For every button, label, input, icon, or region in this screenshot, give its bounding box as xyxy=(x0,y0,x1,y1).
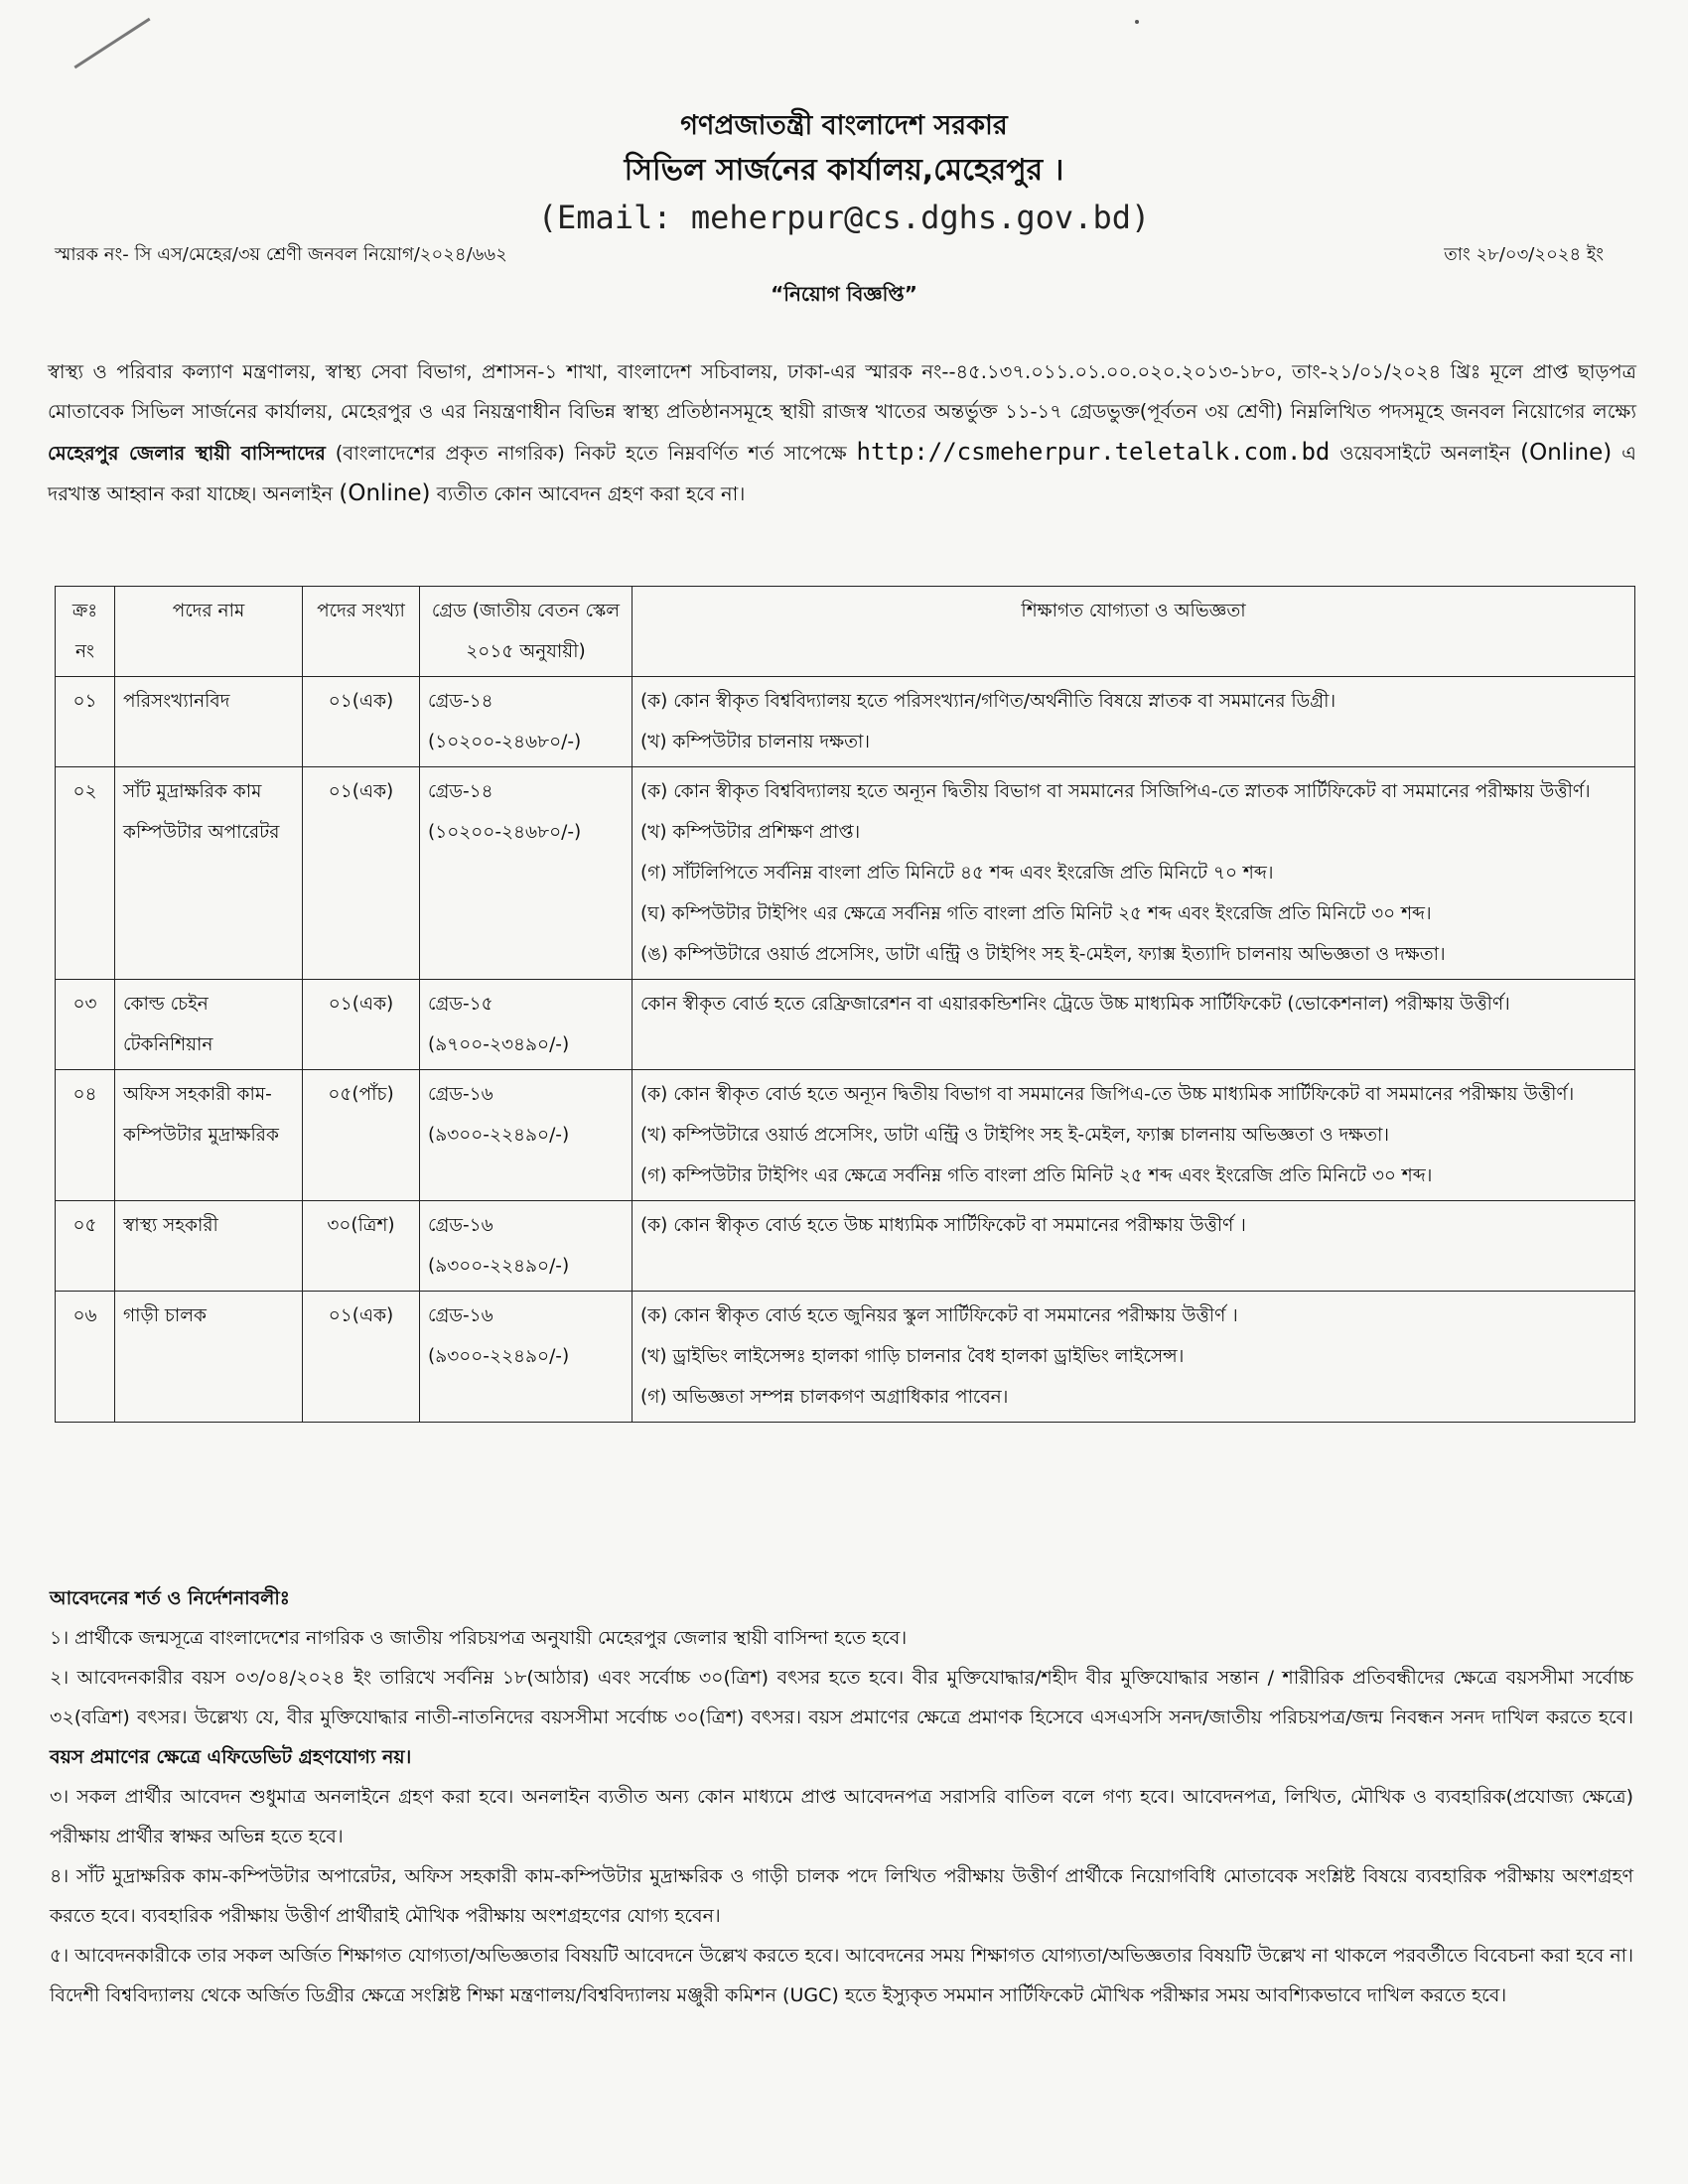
row-post-name: স্বাস্থ্য সহকারী xyxy=(115,1201,303,1292)
row-pay-scale: (৯৩০০-২২৪৯০/-) xyxy=(428,1125,570,1146)
row-post-count: ৩০(ত্রিশ) xyxy=(303,1201,420,1292)
application-website-link[interactable]: http://csmeherpur.teletalk.com.bd xyxy=(856,438,1331,466)
memo-number: স্মারক নং- সি এস/মেহের/৩য় শ্রেণী জনবল নিয়োগ/২০২৪/৬৬২ xyxy=(55,244,507,265)
qualification-line: (খ) কম্পিউটার প্রশিক্ষণ প্রাপ্ত। xyxy=(640,822,861,843)
row-post-name: সাঁট মুদ্রাক্ষরিক কাম কম্পিউটার অপারেটর xyxy=(115,767,303,980)
intro-text-1: স্বাস্থ্য ও পরিবার কল্যাণ মন্ত্রণালয়, স্বাস্থ্য সেবা বিভাগ, প্রশাসন-১ শাখা, বাংলাদেশ সচিবালয়, ঢাকা-এর স্মারক নং--৪৫.১৩৭.০১১.০১.০০.০২০.২০১৩-১৮০, তাং-২১/০১/২০২৪ খ্রিঃ মূলে প্রাপ্ত ছাড়পত্র মোতাবেক সিভিল সার্জনের কার্যালয়, মেহেরপুর ও এর নিয়ন্ত্রণাধীন বিভিন্ন স্বাস্থ্য প্রতিষ্ঠানসমূহে স্থায়ী রাজস্ব খাতের অন্তর্ভুক্ত ১১-১৭ গ্রেডভুক্ত(পূর্বতন ৩য় শ্রেণী) নিম্নলিখিত পদসমূহে জনবল নিয়োগের লক্ষ্যে xyxy=(48,360,1636,423)
row-post-count: ০১(এক) xyxy=(303,980,420,1070)
row-serial: ০১ xyxy=(56,677,115,767)
qualification-line: (ক) কোন স্বীকৃত বিশ্ববিদ্যালয় হতে অন্যূন দ্বিতীয় বিভাগ বা সমমানের সিজিপিএ-তে স্নাতক সার্টিফিকেট বা সমমানের পরীক্ষায় উত্তীর্ণ। xyxy=(640,781,1591,802)
header-serial: ক্রঃ নং xyxy=(56,587,115,677)
row-qualifications xyxy=(633,1292,1635,1423)
qualification-line: (ক) কোন স্বীকৃত বোর্ড হতে অন্যূন দ্বিতীয় বিভাগ বা সমমানের জিপিএ-তে উচ্চ মাধ্যমিক সার্টিফিকেট বা সমমানের পরীক্ষায় উত্তীর্ণ। xyxy=(640,1084,1575,1105)
intro-bold-text: মেহেরপুর জেলার স্থায়ী বাসিন্দাদের xyxy=(48,442,326,465)
row-pay-scale: (১০২০০-২৪৬৮০/-) xyxy=(428,732,582,752)
condition-item: ৫। আবেদনকারীকে তার সকল অর্জিত শিক্ষাগত যোগ্যতা/অভিজ্ঞতার বিষয়টি আবেদনে উল্লেখ করতে হবে। আবেদনের সময় শিক্ষাগত যোগ্যতা/অভিজ্ঞতার বিষয়টি উল্লেখ না থাকলে পরবর্তীতে বিবেচনা করা হবে না। বিদেশী বিশ্ববিদ্যালয় থেকে অর্জিত ডিগ্রীর ক্ষেত্রে সংশ্লিষ্ট শিক্ষা মন্ত্রণালয়/বিশ্ববিদ্যালয় মঞ্জুরী কমিশন (UGC) হতে ইস্যুকৃত সমমান সার্টিফিকেট মৌখিক পরীক্ষার সময় আবশ্যিকভাবে দাখিল করতে হবে। xyxy=(50,1945,1633,2006)
condition-item: ১। প্রার্থীকে জন্মসূত্রে বাংলাদেশের নাগরিক ও জাতীয় পরিচয়পত্র অনুযায়ী মেহেরপুর জেলার স্থায়ী বাসিন্দা হতে হবে। xyxy=(50,1627,908,1649)
row-post-count: ০১(এক) xyxy=(303,767,420,980)
row-post-count: ০১(এক) xyxy=(303,1292,420,1423)
header-post-name: পদের নাম xyxy=(115,587,303,677)
row-pay-scale: (৯৭০০-২৩৪৯০/-) xyxy=(428,1034,570,1055)
row-grade-cell xyxy=(420,1201,633,1292)
office-title: সিভিল সার্জনের কার্যালয়,মেহেরপুর । xyxy=(624,153,1064,188)
qualification-line: (খ) কম্পিউটার চালনায় দক্ষতা। xyxy=(640,732,870,752)
row-qualifications xyxy=(633,980,1635,1070)
condition-item: ৩। সকল প্রার্থীর আবেদন শুধুমাত্র অনলাইনে গ্রহণ করা হবে। অনলাইন ব্যতীত অন্য কোন মাধ্যমে প্রাপ্ত আবেদনপত্র সরাসরি বাতিল বলে গণ্য হবে। আবেদনপত্র, লিখিত, মৌখিক ও ব্যবহারিক(প্রযোজ্য ক্ষেত্রে) পরীক্ষায় প্রার্থীর স্বাক্ষর অভিন্ন হতে হবে। xyxy=(50,1786,1633,1847)
row-grade: গ্রেড-১৬ xyxy=(428,1215,493,1236)
conditions-title: আবেদনের শর্ত ও নির্দেশনাবলীঃ xyxy=(50,1587,290,1609)
office-email: (Email: meherpur@cs.dghs.gov.bd) xyxy=(537,199,1151,236)
letterhead xyxy=(0,104,1688,241)
row-grade-cell xyxy=(420,980,633,1070)
row-grade: গ্রেড-১৪ xyxy=(428,781,493,802)
qualification-line: (ঘ) কম্পিউটার টাইপিং এর ক্ষেত্রে সর্বনিম্ন গতি বাংলা প্রতি মিনিট ২৫ শব্দ এবং ইংরেজি প্রতি মিনিটে ৩০ শব্দ। xyxy=(640,903,1432,924)
online-word-2: (Online) xyxy=(339,480,431,506)
application-conditions xyxy=(50,1578,1633,2015)
table-row xyxy=(56,980,1635,1070)
qualification-line: (গ) অভিজ্ঞতা সম্পন্ন চালকগণ অগ্রাধিকার পাবেন। xyxy=(640,1387,1009,1408)
condition-bold-text: বয়স প্রমাণের ক্ষেত্রে এফিডেভিট গ্রহণযোগ্য নয়। xyxy=(50,1746,412,1768)
qualification-line: (ক) কোন স্বীকৃত বোর্ড হতে জুনিয়র স্কুল সার্টিফিকেট বা সমমানের পরীক্ষায় উত্তীর্ণ । xyxy=(640,1305,1238,1326)
row-qualifications xyxy=(633,767,1635,980)
row-grade: গ্রেড-১৪ xyxy=(428,691,493,712)
row-pay-scale: (৯৩০০-২২৪৯০/-) xyxy=(428,1346,570,1367)
row-post-count: ০৫(পাঁচ) xyxy=(303,1070,420,1201)
qualification-line: (ক) কোন স্বীকৃত বিশ্ববিদ্যালয় হতে পরিসংখ্যান/গণিত/অর্থনীতি বিষয়ে স্নাতক বা সমমানের ডিগ্রী। xyxy=(640,691,1336,712)
intro-text-4: এ দরখাস্ত আহ্বান করা যাচ্ছে। অনলাইন xyxy=(48,442,1636,505)
row-pay-scale: (১০২০০-২৪৬৮০/-) xyxy=(428,822,582,843)
row-qualifications xyxy=(633,1201,1635,1292)
header-qualification: শিক্ষাগত যোগ্যতা ও অভিজ্ঞতা xyxy=(633,587,1635,677)
table-header-row xyxy=(56,587,1635,677)
row-post-name: কোল্ড চেইন টেকনিশিয়ান xyxy=(115,980,303,1070)
table-row xyxy=(56,1292,1635,1423)
row-qualifications xyxy=(633,677,1635,767)
row-post-count: ০১(এক) xyxy=(303,677,420,767)
government-title: গণপ্রজাতন্ত্রী বাংলাদেশ সরকার xyxy=(680,110,1008,141)
table-row xyxy=(56,1070,1635,1201)
row-serial: ০৬ xyxy=(56,1292,115,1423)
table-row xyxy=(56,677,1635,767)
qualification-line: কোন স্বীকৃত বোর্ড হতে রেফ্রিজারেশন বা এয়ারকন্ডিশনিং ট্রেডে উচ্চ মাধ্যমিক সার্টিফিকেট (ভোকেশনাল) পরীক্ষায় উত্তীর্ণ। xyxy=(640,994,1510,1015)
scan-pen-mark xyxy=(73,18,150,69)
row-grade-cell xyxy=(420,767,633,980)
row-grade-cell xyxy=(420,677,633,767)
row-qualifications xyxy=(633,1070,1635,1201)
row-serial: ০৩ xyxy=(56,980,115,1070)
qualification-line: (খ) ড্রাইভিং লাইসেন্সঃ হালকা গাড়ি চালনার বৈধ হালকা ড্রাইভিং লাইসেন্স। xyxy=(640,1346,1185,1367)
table-row xyxy=(56,1201,1635,1292)
row-serial: ০৫ xyxy=(56,1201,115,1292)
row-grade-cell xyxy=(420,1070,633,1201)
qualification-line: (ঙ) কম্পিউটারে ওয়ার্ড প্রসেসিং, ডাটা এন্ট্রি ও টাইপিং সহ ই-মেইল, ফ্যাক্স ইত্যাদি চালনায় অভিজ্ঞতা ও দক্ষতা। xyxy=(640,944,1446,965)
qualification-line: (গ) কম্পিউটার টাইপিং এর ক্ষেত্রে সর্বনিম্ন গতি বাংলা প্রতি মিনিট ২৫ শব্দ এবং ইংরেজি প্রতি মিনিটে ৩০ শব্দ। xyxy=(640,1165,1433,1186)
row-grade-cell xyxy=(420,1292,633,1423)
condition-text: ২। আবেদনকারীর বয়স ০৩/০৪/২০২৪ ইং তারিখে সর্বনিম্ন ১৮(আঠার) এবং সর্বোচ্চ ৩০(ত্রিশ) বৎসর হতে হবে। বীর মুক্তিযোদ্ধার/শহীদ বীর মুক্তিযোদ্ধার সন্তান / শারীরিক প্রতিবন্ধীদের ক্ষেত্রে বয়সসীমা সর্বোচ্চ ৩২(বত্রিশ) বৎসর। উল্লেখ্য যে, বীর মুক্তিযোদ্ধার নাতী-নাতনিদের বয়সসীমা সর্বোচ্চ ৩০(ত্রিশ) বৎসর। বয়স প্রমাণের ক্ষেত্রে প্রমাণক হিসেবে এসএসসি সনদ/জাতীয় পরিচয়পত্র/জন্ম নিবন্ধন সনদ দাখিল করতে হবে। xyxy=(50,1667,1633,1728)
intro-text-5: ব্যতীত কোন আবেদন গ্রহণ করা হবে না। xyxy=(430,482,746,505)
condition-item xyxy=(50,1658,1633,1777)
online-word-1: (Online) xyxy=(1520,440,1613,466)
row-serial: ০২ xyxy=(56,767,115,980)
qualification-line: (খ) কম্পিউটারে ওয়ার্ড প্রসেসিং, ডাটা এন্ট্রি ও টাইপিং সহ ই-মেইল, ফ্যাক্স চালনায় অভিজ্ঞতা ও দক্ষতা। xyxy=(640,1125,1390,1146)
intro-text-2: (বাংলাদেশের প্রকৃত নাগরিক) নিকট হতে নিম্নবর্ণিত শর্ত সাপেক্ষে xyxy=(325,442,857,465)
memo-row xyxy=(55,240,1604,271)
row-grade: গ্রেড-১৫ xyxy=(428,994,493,1015)
row-post-name: অফিস সহকারী কাম-কম্পিউটার মুদ্রাক্ষরিক xyxy=(115,1070,303,1201)
header-post-count: পদের সংখ্যা xyxy=(303,587,420,677)
row-post-name: গাড়ী চালক xyxy=(115,1292,303,1423)
condition-item: ৪। সাঁট মুদ্রাক্ষরিক কাম-কম্পিউটার অপারেটর, অফিস সহকারী কাম-কম্পিউটার মুদ্রাক্ষরিক ও গাড়ী চালক পদে লিখিত পরীক্ষায় উত্তীর্ণ প্রার্থীকে নিয়োগবিধি মোতাবেক সংশ্লিষ্ট বিষয়ে ব্যবহারিক পরীক্ষায় অংশগ্রহণ করতে হবে। ব্যবহারিক পরীক্ষায় উত্তীর্ণ প্রার্থীরাই মৌখিক পরীক্ষায় অংশগ্রহণের যোগ্য হবেন। xyxy=(50,1865,1633,1927)
header-grade: গ্রেড (জাতীয় বেতন স্কেল ২০১৫ অনুযায়ী) xyxy=(420,587,633,677)
row-post-name: পরিসংখ্যানবিদ xyxy=(115,677,303,767)
row-grade: গ্রেড-১৬ xyxy=(428,1305,493,1326)
row-grade: গ্রেড-১৬ xyxy=(428,1084,493,1105)
intro-text-3: ওয়েবসাইটে অনলাইন xyxy=(1330,442,1521,465)
intro-paragraph xyxy=(48,352,1636,514)
posts-table xyxy=(55,586,1635,1423)
table-row xyxy=(56,767,1635,980)
scan-dot-mark xyxy=(1135,20,1139,24)
memo-date: তাং ২৮/০৩/২০২৪ ইং xyxy=(1444,244,1604,265)
row-serial: ০৪ xyxy=(56,1070,115,1201)
qualification-line: (গ) সাঁটলিপিতে সর্বনিম্ন বাংলা প্রতি মিনিটে ৪৫ শব্দ এবং ইংরেজি প্রতি মিনিটে ৭০ শব্দ। xyxy=(640,863,1274,884)
notice-title: “নিয়োগ বিজ্ঞপ্তি” xyxy=(771,282,917,306)
qualification-line: (ক) কোন স্বীকৃত বোর্ড হতে উচ্চ মাধ্যমিক সার্টিফিকেট বা সমমানের পরীক্ষায় উত্তীর্ণ । xyxy=(640,1215,1246,1236)
row-pay-scale: (৯৩০০-২২৪৯০/-) xyxy=(428,1256,570,1277)
